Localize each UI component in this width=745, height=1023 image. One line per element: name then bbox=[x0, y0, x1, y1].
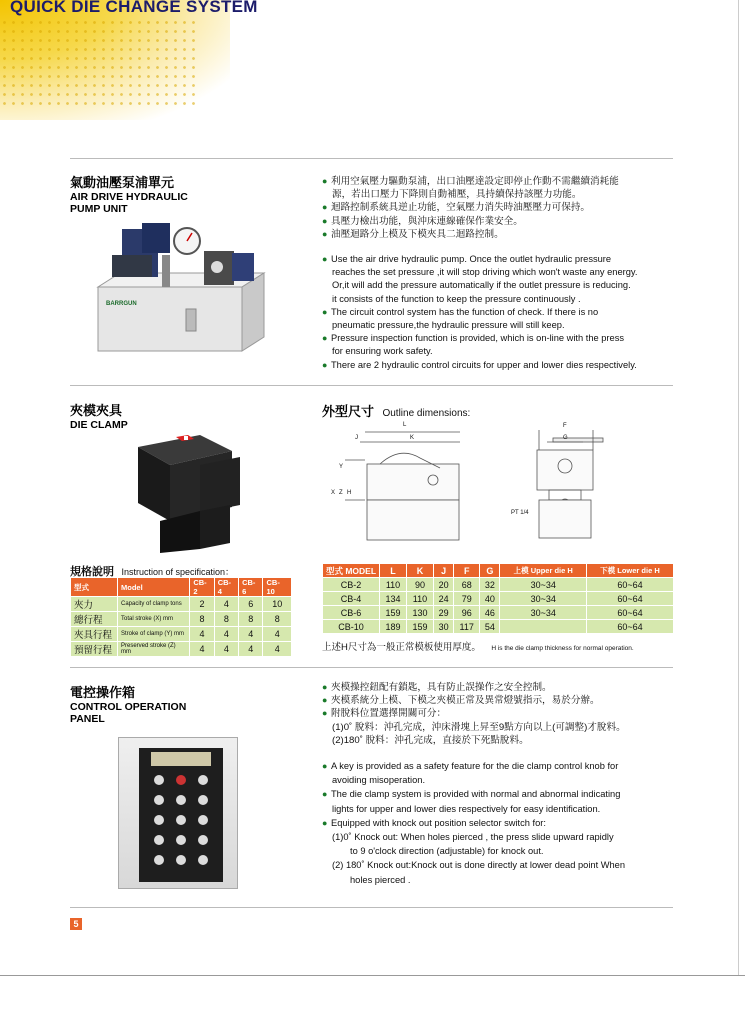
dim-row bbox=[323, 620, 674, 634]
pump-unit-image bbox=[92, 215, 270, 355]
dimension-note bbox=[322, 637, 682, 655]
dim-label-g: G bbox=[563, 435, 568, 441]
dim-header-cell: K bbox=[406, 564, 433, 578]
dim-cell: 30 bbox=[433, 620, 453, 634]
dim-row bbox=[323, 592, 674, 606]
spec-value: 8 bbox=[263, 612, 292, 627]
dim-cell: 130 bbox=[406, 606, 433, 620]
dim-cell: 110 bbox=[406, 592, 433, 606]
spec-label-zh: 預留行程 bbox=[71, 642, 118, 657]
note-zh: 上述H尺寸為一般正常模板使用厚度。 bbox=[322, 642, 481, 653]
panel-en-line: avoiding misoperation. bbox=[332, 775, 426, 786]
dim-label-pt: PT 1/4 bbox=[511, 510, 529, 516]
page-header-title: QUICK DIE CHANGE SYSTEM bbox=[10, 0, 258, 16]
dim-cell: CB-10 bbox=[323, 620, 380, 634]
clamp-heading bbox=[70, 400, 128, 431]
dim-header-cell: G bbox=[480, 564, 500, 578]
spec-header-cell: CB-10 bbox=[263, 578, 292, 597]
page-right-rule bbox=[738, 0, 739, 975]
pump-en-line: Pressure inspection function is provided, which is on-line with the press bbox=[331, 333, 624, 344]
dim-row bbox=[323, 578, 674, 592]
panel-en-description: ● A key is provided as a safety feature for the die clamp control knob for avoiding misoperation. ● The die clamp system is provided with normal and abnormal indicating lights for upper and lower dies respectively for easy identification. ● Equipped with knock out position selector switch for: (1)0˚ Knock out: When holes pierced , the press slide upward rapidly to 9 o'clock direction (adjustable) for knock out. (2) 180˚ Knock out:Knock out is done directly at lower dead point When holes pierced . bbox=[322, 761, 626, 885]
dim-cell bbox=[500, 620, 586, 634]
panel-zh-line: 附脫料位置選擇開關可分： bbox=[331, 708, 447, 720]
pump-heading bbox=[70, 172, 188, 215]
dim-label-j: J bbox=[355, 435, 358, 441]
spec-value: 4 bbox=[214, 627, 238, 642]
note-en: H is the die clamp thickness for normal operation. bbox=[491, 645, 634, 652]
pump-title-zh: 氣動油壓泵浦單元 bbox=[70, 175, 175, 190]
spec-title-en: Instruction of specification： bbox=[121, 567, 235, 577]
dim-header-cell: F bbox=[454, 564, 480, 578]
spec-label-en: Stroke of clamp (Y) mm bbox=[118, 627, 190, 642]
panel-zh-line: (2)180˚ 脫料：沖孔完成，直接於下死點脫料。 bbox=[332, 734, 529, 746]
pump-logo: BARRGUN bbox=[106, 301, 137, 307]
spec-row bbox=[71, 612, 292, 627]
specification-table bbox=[70, 577, 292, 657]
spec-row bbox=[71, 597, 292, 612]
spec-label-en: Total stroke (X) mm bbox=[118, 612, 190, 627]
dimensions-table bbox=[322, 563, 674, 634]
outline-drawing bbox=[325, 420, 615, 555]
pump-en-line: Or,it will add the pressure automatically if the outlet pressure is reducing. bbox=[332, 280, 631, 291]
spec-label-zh: 總行程 bbox=[71, 612, 118, 627]
spec-value: 4 bbox=[263, 642, 292, 657]
dim-cell: 30~34 bbox=[500, 606, 586, 620]
pump-en-line: it consists of the function to keep the pressure continuously . bbox=[332, 293, 581, 304]
pump-title-en-1: AIR DRIVE HYDRAULIC bbox=[70, 191, 188, 203]
spec-value: 4 bbox=[190, 642, 214, 657]
divider bbox=[70, 385, 673, 386]
pump-zh-line: 油壓迴路分上模及下模夾具二迴路控制。 bbox=[331, 228, 504, 240]
panel-en-line: lights for upper and lower dies respectively for easy identification. bbox=[332, 803, 601, 814]
dim-cell: CB-4 bbox=[323, 592, 380, 606]
spec-value: 6 bbox=[239, 597, 263, 612]
dim-row bbox=[323, 606, 674, 620]
page-bottom-rule bbox=[0, 975, 745, 976]
dim-cell: 159 bbox=[380, 606, 407, 620]
outline-title-zh: 外型尺寸 bbox=[322, 404, 375, 419]
pump-title-en-2: PUMP UNIT bbox=[70, 203, 128, 215]
spec-label-zh: 夾力 bbox=[71, 597, 118, 612]
spec-header-cell: Model bbox=[118, 578, 190, 597]
dim-cell: 30~34 bbox=[500, 578, 586, 592]
pump-zh-line: 源，若出口壓力下降則自動補壓，具持續保持該壓力功能。 bbox=[332, 189, 582, 201]
dim-cell: 46 bbox=[480, 606, 500, 620]
dim-header-cell: J bbox=[433, 564, 453, 578]
spec-header-cell: CB-2 bbox=[190, 578, 214, 597]
divider bbox=[70, 667, 673, 668]
dim-cell: 68 bbox=[454, 578, 480, 592]
spec-value: 2 bbox=[190, 597, 214, 612]
spec-value: 4 bbox=[239, 627, 263, 642]
dim-header-row bbox=[323, 564, 674, 578]
spec-row bbox=[71, 642, 292, 657]
pump-en-line: reaches the set pressure ,it will stop driving which won't waste any energy. bbox=[332, 267, 638, 278]
pump-en-line: pneumatic pressure,the hydraulic pressure will still keep. bbox=[332, 320, 565, 331]
dim-cell: 20 bbox=[433, 578, 453, 592]
panel-zh-line: 夾模系統分上模、下模之夾模正常及異常燈號指示，易於分辦。 bbox=[331, 695, 600, 707]
divider bbox=[70, 907, 673, 908]
panel-title-en-2: PANEL bbox=[70, 713, 105, 725]
dim-cell: 40 bbox=[480, 592, 500, 606]
dim-label-f: F bbox=[563, 423, 567, 429]
outline-heading bbox=[322, 401, 470, 421]
spec-header-cell: CB-6 bbox=[239, 578, 263, 597]
dim-cell: 90 bbox=[406, 578, 433, 592]
panel-zh-line: 夾模操控鈕配有鎖匙，具有防止誤操作之安全控制。 bbox=[331, 682, 552, 693]
dim-label-x: X bbox=[331, 490, 336, 496]
dim-label-y: Y bbox=[339, 464, 344, 470]
spec-title-zh: 規格說明 bbox=[70, 566, 114, 578]
pump-zh-line: 具壓力檢出功能，與沖床連線確保作業安全。 bbox=[331, 215, 523, 227]
dim-cell: 110 bbox=[380, 578, 407, 592]
panel-en-line: holes pierced . bbox=[350, 874, 411, 885]
dim-cell: 159 bbox=[406, 620, 433, 634]
panel-en-line: Equipped with knock out position selector switch for: bbox=[331, 817, 546, 828]
dim-cell: 60~64 bbox=[586, 606, 673, 620]
pump-en-description: ● Use the air drive hydraulic pump. Once the outlet hydraulic pressure reaches the set pressure ,it will stop driving which won't waste any energy. Or,it will add the pressure automatically if the outlet pressure is reducing. it consists of the function to keep the pressure continuously . ● The circuit control system has the function of check. If there is no pneumatic pressure,the hydraulic pressure will still keep. ● Pressure inspection function is provided, which is on-line with the press for ensuring work safety. ● There are 2 hydraulic control circuits for upper and lower dies respectively. bbox=[322, 254, 638, 370]
dim-cell: 96 bbox=[454, 606, 480, 620]
pump-en-line: for ensuring work safety. bbox=[332, 346, 433, 357]
dim-cell: 60~64 bbox=[586, 620, 673, 634]
dim-cell: CB-6 bbox=[323, 606, 380, 620]
dim-cell: 29 bbox=[433, 606, 453, 620]
spec-value: 10 bbox=[263, 597, 292, 612]
dim-cell: 54 bbox=[480, 620, 500, 634]
spec-value: 8 bbox=[190, 612, 214, 627]
outline-title-en: Outline dimensions: bbox=[382, 408, 471, 419]
dim-label-z: Z bbox=[339, 490, 343, 496]
pump-zh-description: ● 利用空氣壓力驅動泵浦，出口油壓達設定即停止作動不需繼續消耗能 源，若出口壓力下降則自動補壓，具持續保持該壓力功能。 ● 迴路控制系統具逆止功能，空氣壓力消失時油壓壓力可保持。 ● 具壓力檢出功能，與沖床連線確保作業安全。 ● 油壓迴路分上模及下模夾具二迴路控制。 bbox=[322, 176, 619, 240]
page-number: 5 bbox=[70, 918, 82, 930]
spec-value: 4 bbox=[239, 642, 263, 657]
spec-header-cell: 型式 bbox=[71, 578, 118, 597]
header-circuit-pattern bbox=[0, 18, 200, 108]
spec-value: 8 bbox=[239, 612, 263, 627]
pump-en-line: There are 2 hydraulic control circuits for upper and lower dies respectively. bbox=[331, 359, 637, 370]
spec-value: 4 bbox=[214, 642, 238, 657]
die-clamp-image bbox=[130, 425, 250, 553]
spec-label-zh: 夾具行程 bbox=[71, 627, 118, 642]
dim-cell: 189 bbox=[380, 620, 407, 634]
panel-heading bbox=[70, 682, 186, 725]
divider bbox=[70, 158, 673, 159]
pump-zh-line: 利用空氣壓力驅動泵浦，出口油壓達設定即停止作動不需繼續消耗能 bbox=[331, 176, 619, 187]
spec-value: 4 bbox=[263, 627, 292, 642]
spec-value: 8 bbox=[214, 612, 238, 627]
dim-header-cell: 型式 MODEL bbox=[323, 564, 380, 578]
dim-cell: 79 bbox=[454, 592, 480, 606]
pump-en-line: Use the air drive hydraulic pump. Once the outlet hydraulic pressure bbox=[331, 254, 612, 264]
panel-en-line: (1)0˚ Knock out: When holes pierced , the press slide upward rapidly bbox=[332, 832, 614, 843]
control-panel-image bbox=[118, 737, 238, 889]
dim-header-cell: L bbox=[380, 564, 407, 578]
panel-title-zh: 電控操作箱 bbox=[70, 685, 136, 700]
dim-cell: CB-2 bbox=[323, 578, 380, 592]
dim-header-cell: 上模 Upper die H bbox=[500, 564, 586, 578]
dim-label-k: K bbox=[410, 435, 415, 441]
spec-header-row bbox=[71, 578, 292, 597]
dim-label-h: H bbox=[347, 490, 352, 496]
clamp-title-zh: 夾模夾具 bbox=[70, 403, 123, 418]
dim-label-l: L bbox=[403, 422, 407, 428]
dim-cell: 60~64 bbox=[586, 592, 673, 606]
panel-zh-line: (1)0˚ 脫料：沖孔完成，沖床滑塊上昇至9點方向以上(可調整)才脫料。 bbox=[332, 721, 626, 733]
spec-label-en: Preserved stroke (Z) mm bbox=[118, 642, 190, 657]
panel-en-line: (2) 180˚ Knock out:Knock out is done directly at lower dead point When bbox=[332, 860, 626, 871]
dim-cell: 134 bbox=[380, 592, 407, 606]
dim-cell: 117 bbox=[454, 620, 480, 634]
dim-cell: 24 bbox=[433, 592, 453, 606]
panel-en-line: to 9 o'clock direction (adjustable) for knock out. bbox=[350, 846, 544, 857]
spec-label-en: Capacity of clamp tons bbox=[118, 597, 190, 612]
dim-cell: 30~34 bbox=[500, 592, 586, 606]
dim-cell: 60~64 bbox=[586, 578, 673, 592]
panel-en-line: A key is provided as a safety feature for the die clamp control knob for bbox=[331, 761, 619, 771]
spec-value: 4 bbox=[214, 597, 238, 612]
panel-en-line: The die clamp system is provided with normal and abnormal indicating bbox=[331, 789, 621, 800]
pump-zh-line: 迴路控制系統具逆止功能，空氣壓力消失時油壓壓力可保持。 bbox=[331, 202, 591, 214]
spec-row bbox=[71, 627, 292, 642]
panel-zh-description: ● 夾模操控鈕配有鎖匙，具有防止誤操作之安全控制。 ● 夾模系統分上模、下模之夾模正常及異常燈號指示，易於分辦。 ● 附脫料位置選擇開關可分： (1)0˚ 脫料：沖孔完成，沖床滑塊上昇至9點方向以上(可調整)才脫料。 (2)180˚ 脫料：沖孔完成，直接於下死點脫料。 bbox=[322, 682, 626, 746]
dim-cell: 32 bbox=[480, 578, 500, 592]
panel-title-en-1: CONTROL OPERATION bbox=[70, 701, 187, 713]
clamp-title-en: DIE CLAMP bbox=[70, 419, 128, 431]
dim-header-cell: 下模 Lower die H bbox=[586, 564, 673, 578]
spec-value: 4 bbox=[190, 627, 214, 642]
pump-en-line: The circuit control system has the function of check. If there is no bbox=[331, 306, 599, 317]
spec-header-cell: CB-4 bbox=[214, 578, 238, 597]
